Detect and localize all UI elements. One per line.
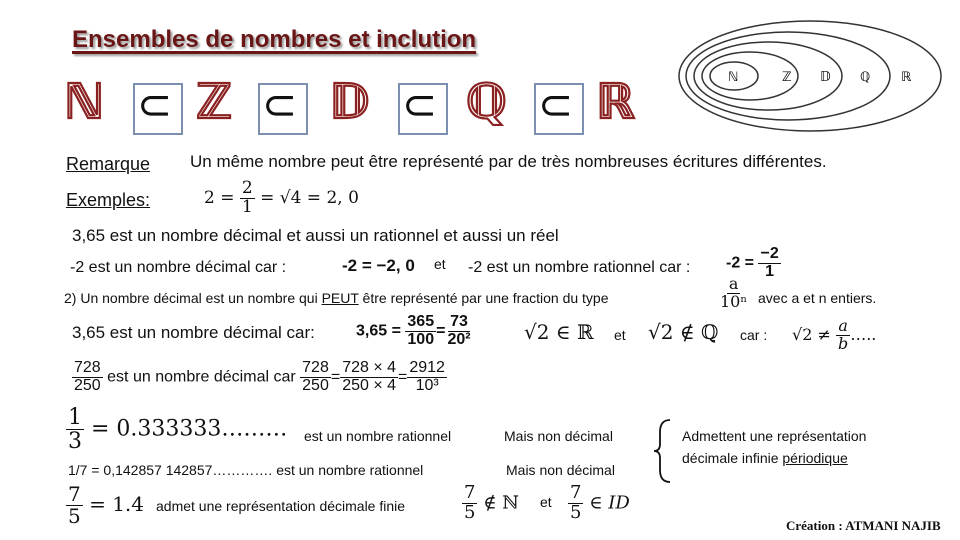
line-728-eq1: =: [330, 368, 341, 386]
nested-sets-diagram: [676, 18, 944, 134]
seven-fifth-et: et: [540, 494, 552, 510]
subset-symbol-4: ⊂: [538, 80, 574, 129]
sqrt2-ne-num: a: [838, 316, 848, 335]
diagram-label-d: 𝔻: [820, 70, 831, 85]
example-frac-num: 2: [241, 178, 253, 198]
line-365-et: et: [614, 327, 626, 343]
integers-symbol: ℤ: [196, 74, 233, 130]
seven-fifth-f2-den: 5: [464, 501, 476, 523]
decimals-symbol: 𝔻: [330, 74, 370, 130]
line-728-f2-num: 728: [302, 359, 329, 376]
line-728-f-num: 728: [74, 359, 101, 376]
reals-symbol: ℝ: [596, 74, 635, 130]
definition-decimal: [64, 290, 609, 306]
line-365-f1-num: 365: [407, 313, 435, 330]
curly-brace: [652, 418, 674, 484]
line-728-f4-num: 2912: [409, 359, 445, 376]
definition-frac-den: 10ⁿ: [720, 291, 748, 311]
line-728-f3-den: 250 × 4: [342, 376, 397, 394]
sqrt2-in-r: √2 ∈ ℝ: [524, 320, 594, 344]
line-365-f2-den: 20²: [447, 330, 471, 348]
line-728-f4-den: 10³: [415, 376, 439, 394]
sqrt2-notin-q: √2 ∉ ℚ: [648, 320, 719, 344]
seven-fifth-num: 7: [68, 482, 81, 506]
line-365-reel: 3,65 est un nombre décimal et aussi un rationnel et aussi un réel: [72, 226, 559, 245]
subset-symbol-2: ⊂: [262, 80, 298, 129]
one-seventh-non-decimal: Mais non décimal: [506, 462, 615, 478]
seven-fifth-f3-den: 5: [570, 501, 582, 523]
minus2-decimal-eq: -2 = −2, 0: [342, 256, 415, 275]
seven-fifth-in: ∈ ID: [589, 492, 630, 514]
example-eq-tail: = √4 = 2, 0: [260, 187, 359, 208]
author-credit: Création : ATMANI NAJIB: [786, 518, 941, 533]
sqrt2-ne-tail: …..: [850, 324, 877, 344]
example-equation: [204, 180, 359, 217]
brace-text-line2: [682, 450, 848, 466]
diagram-label-z: ℤ: [782, 70, 792, 85]
subset-symbol-3: ⊂: [402, 80, 438, 129]
minus2-frac-num: −2: [760, 245, 779, 262]
sqrt2-ne-den: b: [837, 333, 849, 353]
line-728-f2-den: 250: [302, 376, 329, 394]
example-frac-den: 1: [241, 196, 253, 217]
exemples-label: Exemples:: [66, 190, 151, 210]
line-728-f3-num: 728 × 4: [342, 359, 397, 376]
definition-part-c: avec a et n entiers.: [758, 290, 877, 306]
one-seventh-line: 1/7 = 0,142857 142857…………. est un nombre rationnel: [68, 462, 424, 478]
minus2-et: et: [434, 256, 446, 272]
remarque-label: Remarque: [66, 154, 151, 174]
one-third-num: 1: [68, 405, 82, 430]
minus2-frac-den: 1: [765, 262, 775, 280]
diagram-label-q: ℚ: [860, 70, 871, 85]
diagram-label-n: ℕ: [728, 70, 739, 85]
one-third-rational: est un nombre rationnel: [304, 428, 452, 444]
brace-text-periodique: périodique: [782, 450, 848, 466]
definition-part-a: 2) Un nombre décimal est un nombre qui: [64, 290, 322, 306]
seven-fifth-equation: [66, 484, 144, 527]
line-365-f1-den: 100: [407, 330, 435, 348]
seven-fifth-f2-num: 7: [464, 482, 476, 503]
page-title: Ensembles de nombres et inclution: [72, 26, 477, 53]
seven-fifth-finite: admet une représentation décimale finie: [156, 498, 406, 514]
line-365-fraction-chain: [356, 314, 473, 349]
remarque-text: Un même nombre peut être représenté par de très nombreuses écritures différentes.: [190, 152, 827, 171]
sqrt2-not-equal: [792, 318, 876, 353]
line-728: [72, 360, 447, 395]
brace-text-line1: Admettent une représentation: [682, 428, 867, 444]
rationals-symbol: ℚ: [466, 74, 507, 130]
one-third-den: 3: [68, 429, 82, 455]
definition-peut: PEUT: [321, 290, 359, 306]
example-eq-lead: 2 =: [204, 187, 235, 208]
subset-symbol-1: ⊂: [137, 80, 173, 129]
minus2-rational-lead: -2 =: [726, 254, 755, 272]
one-third-value: = 0.333333………: [91, 416, 288, 442]
seven-fifth-in-id: [568, 484, 630, 523]
one-third-non-decimal: Mais non décimal: [504, 428, 613, 444]
diagram-label-r: ℝ: [901, 70, 912, 85]
line-365-f2-num: 73: [450, 313, 468, 330]
line-365-lead: 3,65 =: [356, 322, 401, 340]
definition-part-b: être représenté par une fraction du type: [358, 290, 609, 306]
seven-fifth-f3-num: 7: [570, 482, 582, 503]
sqrt2-ne-lead: √2 ≠: [792, 324, 831, 344]
line-365-car: car :: [740, 327, 768, 343]
seven-fifth-value: = 1.4: [89, 492, 145, 516]
line-365-decimal: 3,65 est un nombre décimal car:: [72, 323, 315, 342]
definition-frac-num: a: [728, 274, 739, 293]
minus2-rational-text: -2 est un nombre rationnel car :: [468, 259, 691, 276]
naturals-symbol: ℕ: [64, 74, 105, 130]
line-365-eq: =: [436, 322, 446, 340]
brace-text-line2a: décimale infinie: [682, 450, 783, 466]
line-728-f-den: 250: [74, 376, 101, 394]
minus2-decimal-text: -2 est un nombre décimal car :: [70, 259, 287, 276]
seven-fifth-den: 5: [68, 504, 81, 528]
seven-fifth-notin: ∉ ℕ: [483, 492, 519, 514]
definition-fraction: [718, 276, 749, 311]
line-728-mid: est un nombre décimal car: [107, 368, 296, 386]
line-728-eq2: =: [398, 368, 408, 386]
one-third-equation: [66, 406, 287, 453]
seven-fifth-notin-n: [462, 484, 519, 523]
